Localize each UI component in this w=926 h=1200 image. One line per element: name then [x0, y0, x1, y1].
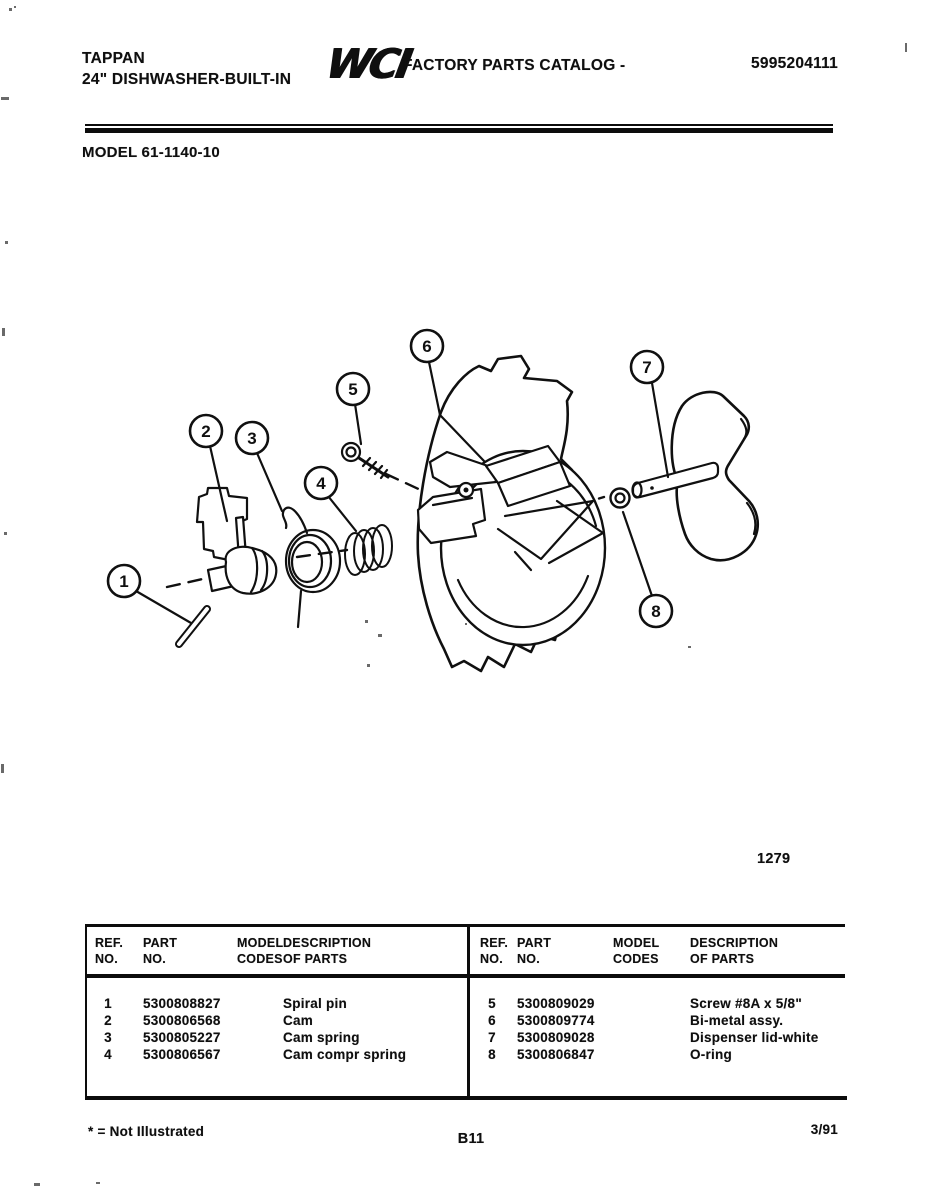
scan-speck: [1, 97, 9, 100]
ref-no: 6: [488, 1013, 496, 1028]
callout-7: 7: [642, 358, 652, 377]
scan-speck: [14, 6, 16, 8]
scan-speck: [2, 328, 5, 336]
figure-number: 1279: [757, 851, 791, 867]
ref-no: 8: [488, 1047, 496, 1062]
part-no: 5300809028: [517, 1030, 595, 1045]
description: Cam compr spring: [283, 1047, 407, 1062]
o-ring: [611, 489, 630, 508]
part-no: 5300809029: [517, 996, 595, 1011]
col-desc-right: DESCRIPTION OF PARTS: [690, 936, 779, 966]
table-divider: [467, 924, 470, 1100]
col-model-right: MODEL CODES: [613, 936, 660, 966]
scan-speck: [4, 532, 7, 535]
col-ref-left: REF. NO.: [95, 936, 124, 966]
col-part-left: PART NO.: [143, 936, 178, 966]
cam-compression-spring: [345, 525, 392, 575]
scan-speck: [465, 623, 467, 625]
table-border-left: [85, 924, 87, 1100]
part-no: 5300806567: [143, 1047, 221, 1062]
page-number: B11: [457, 1131, 485, 1147]
callout-4: 4: [316, 474, 326, 493]
screw: [342, 443, 388, 478]
scan-speck: [9, 8, 12, 11]
scan-speck: [367, 664, 370, 667]
col-part-right: PART NO.: [517, 936, 552, 966]
description: Cam spring: [283, 1030, 360, 1045]
table-rule-bottom: [85, 1096, 847, 1100]
description: Dispenser lid-white: [690, 1030, 819, 1045]
part-no: 5300806568: [143, 1013, 221, 1028]
catalog-title: FACTORY PARTS CATALOG -: [403, 57, 626, 74]
scan-speck: [365, 620, 368, 623]
brand-name: TAPPAN: [82, 50, 145, 67]
not-illustrated-note: * = Not Illustrated: [88, 1124, 205, 1139]
description: O-ring: [690, 1047, 732, 1062]
col-desc-left: DESCRIPTION OF PARTS: [283, 936, 372, 966]
model-number: MODEL 61-1140-10: [82, 144, 220, 161]
scan-speck: [1, 764, 4, 773]
callout-8: 8: [651, 602, 661, 621]
revision-date: 3/91: [810, 1122, 838, 1137]
col-ref-right: REF. NO.: [480, 936, 509, 966]
ref-no: 2: [104, 1013, 112, 1028]
description: Spiral pin: [283, 996, 348, 1011]
scan-speck: [378, 634, 382, 637]
description: Screw #8A x 5/8": [690, 996, 802, 1011]
ref-no: 4: [104, 1047, 112, 1062]
part-no: 5300806847: [517, 1047, 595, 1062]
scan-speck: [905, 43, 907, 52]
description: Bi-metal assy.: [690, 1013, 784, 1028]
table-rule-top: [85, 924, 845, 927]
part-no: 5300808827: [143, 996, 221, 1011]
table-rule-header: [85, 974, 845, 978]
ref-no: 1: [104, 996, 112, 1011]
spiral-pin: [179, 609, 207, 644]
cam: [197, 488, 276, 594]
part-no: 5300809774: [517, 1013, 595, 1028]
scan-speck: [96, 1182, 100, 1184]
ref-no: 3: [104, 1030, 112, 1045]
callout-1: 1: [119, 572, 129, 591]
scan-speck: [688, 646, 691, 648]
callout-5: 5: [348, 380, 358, 399]
callout-3: 3: [247, 429, 257, 448]
callout-2: 2: [201, 422, 211, 441]
publication-number: 5995204111: [751, 55, 838, 72]
wci-logo: WCI: [322, 40, 413, 88]
scan-speck: [5, 241, 8, 244]
description: Cam: [283, 1013, 314, 1028]
product-line: 24" DISHWASHER-BUILT-IN: [82, 71, 292, 88]
col-model-left: MODEL CODES: [237, 936, 284, 966]
cam-spring: [283, 508, 340, 627]
callout-6: 6: [422, 337, 432, 356]
ref-no: 5: [488, 996, 496, 1011]
scan-speck: [34, 1183, 40, 1186]
ref-no: 7: [488, 1030, 496, 1045]
part-no: 5300805227: [143, 1030, 221, 1045]
